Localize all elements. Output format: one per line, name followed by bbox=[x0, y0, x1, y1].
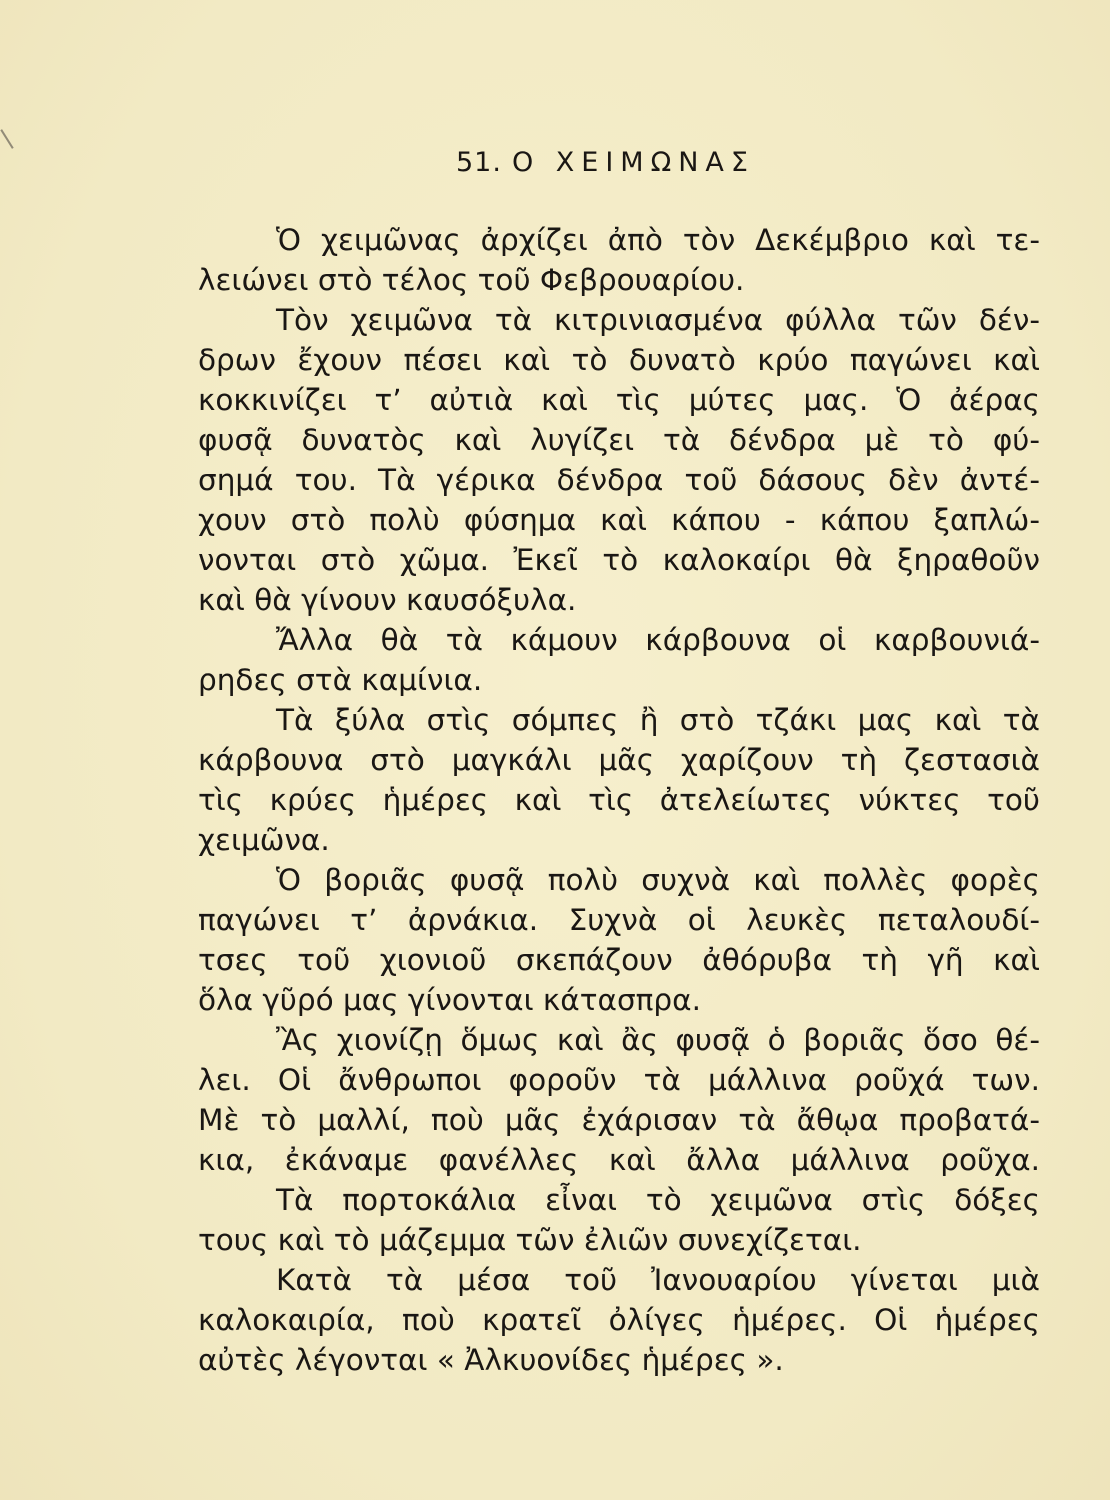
margin-mark bbox=[0, 129, 13, 149]
text-line: κάρβουνα στὸ μαγκάλι μᾶς χαρίζουν τὴ ζεστασιὰ bbox=[198, 743, 1040, 777]
text-line: τους καὶ τὸ μάζεμμα τῶν ἐλιῶν συνεχίζεται. bbox=[198, 1223, 862, 1257]
text-line: φυσᾷ δυνατὸς καὶ λυγίζει τὰ δένδρα μὲ τὸ φύ- bbox=[198, 423, 1040, 457]
text-line: ὅλα γῦρό μας γίνονται κάτασπρα. bbox=[198, 983, 701, 1017]
text-line: δρων ἔχουν πέσει καὶ τὸ δυνατὸ κρύο παγώνει καὶ bbox=[198, 343, 1040, 377]
text-line: Ὁ χειμῶνας ἀρχίζει ἀπὸ τὸν Δεκέμβριο καὶ τε- bbox=[276, 223, 1040, 257]
text-line: Τὸν χειμῶνα τὰ κιτρινιασμένα φύλλα τῶν δέν- bbox=[276, 303, 1040, 337]
text-line: τσες τοῦ χιονιοῦ σκεπάζουν ἀθόρυβα τὴ γῆ καὶ bbox=[198, 943, 1040, 977]
text-line: καλοκαιρία, ποὺ κρατεῖ ὀλίγες ἡμέρες. Οἱ ἡμέρες bbox=[198, 1303, 1040, 1337]
text-line: χουν στὸ πολὺ φύσημα καὶ κάπου - κάπου ξαπλώ- bbox=[198, 503, 1040, 537]
text-line: καὶ θὰ γίνουν καυσόξυλα. bbox=[198, 583, 577, 617]
text-line: ρηδες στὰ καμίνια. bbox=[198, 663, 483, 697]
text-line: Ὁ βοριᾶς φυσᾷ πολὺ συχνὰ καὶ πολλὲς φορὲς bbox=[276, 863, 1040, 897]
text-line: κοκκινίζει τ’ αὐτιὰ καὶ τὶς μύτες μας. Ὁ ἀέρας bbox=[198, 383, 1040, 417]
text-line: λειώνει στὸ τέλος τοῦ Φεβρουαρίου. bbox=[198, 263, 745, 297]
text-line: λει. Οἱ ἄνθρωποι φοροῦν τὰ μάλλινα ροῦχά των. bbox=[198, 1063, 1040, 1097]
text-line: Τὰ ξύλα στὶς σόμπες ἢ στὸ τζάκι μας καὶ τὰ bbox=[276, 703, 1040, 737]
text-line: Ἄλλα θὰ τὰ κάμουν κάρβουνα οἱ καρβουνιά- bbox=[276, 623, 1040, 657]
text-line: Κατὰ τὰ μέσα τοῦ Ἰανουαρίου γίνεται μιὰ bbox=[276, 1263, 1040, 1297]
text-line: Μὲ τὸ μαλλί, ποὺ μᾶς ἐχάρισαν τὰ ἄθῳα προβατά- bbox=[198, 1103, 1040, 1137]
text-line: σημά του. Τὰ γέρικα δένδρα τοῦ δάσους δὲν ἀντέ- bbox=[198, 463, 1040, 497]
chapter-title: Ο ΧΕΙΜΩΝΑΣ bbox=[511, 147, 755, 178]
text-line: Ἂς χιονίζῃ ὅμως καὶ ἂς φυσᾷ ὁ βοριᾶς ὅσο θέ- bbox=[276, 1023, 1040, 1057]
text-line: αὐτὲς λέγονται « Ἀλκυονίδες ἡμέρες ». bbox=[198, 1343, 784, 1377]
text-line: κια, ἐκάναμε φανέλλες καὶ ἄλλα μάλλινα ροῦχα. bbox=[198, 1143, 1040, 1177]
chapter-number: 51. bbox=[456, 147, 502, 178]
text-line: τὶς κρύες ἡμέρες καὶ τὶς ἀτελείωτες νύκτες τοῦ bbox=[198, 783, 1040, 817]
text-line: παγώνει τ’ ἀρνάκια. Συχνὰ οἱ λευκὲς πεταλουδί- bbox=[198, 903, 1040, 937]
text-line: χειμῶνα. bbox=[198, 823, 330, 857]
chapter-heading bbox=[456, 146, 755, 180]
body-text bbox=[198, 220, 1040, 1380]
text-line: νονται στὸ χῶμα. Ἐκεῖ τὸ καλοκαίρι θὰ ξηραθοῦν bbox=[198, 543, 1040, 577]
text-line: Τὰ πορτοκάλια εἶναι τὸ χειμῶνα στὶς δόξες bbox=[276, 1183, 1040, 1217]
